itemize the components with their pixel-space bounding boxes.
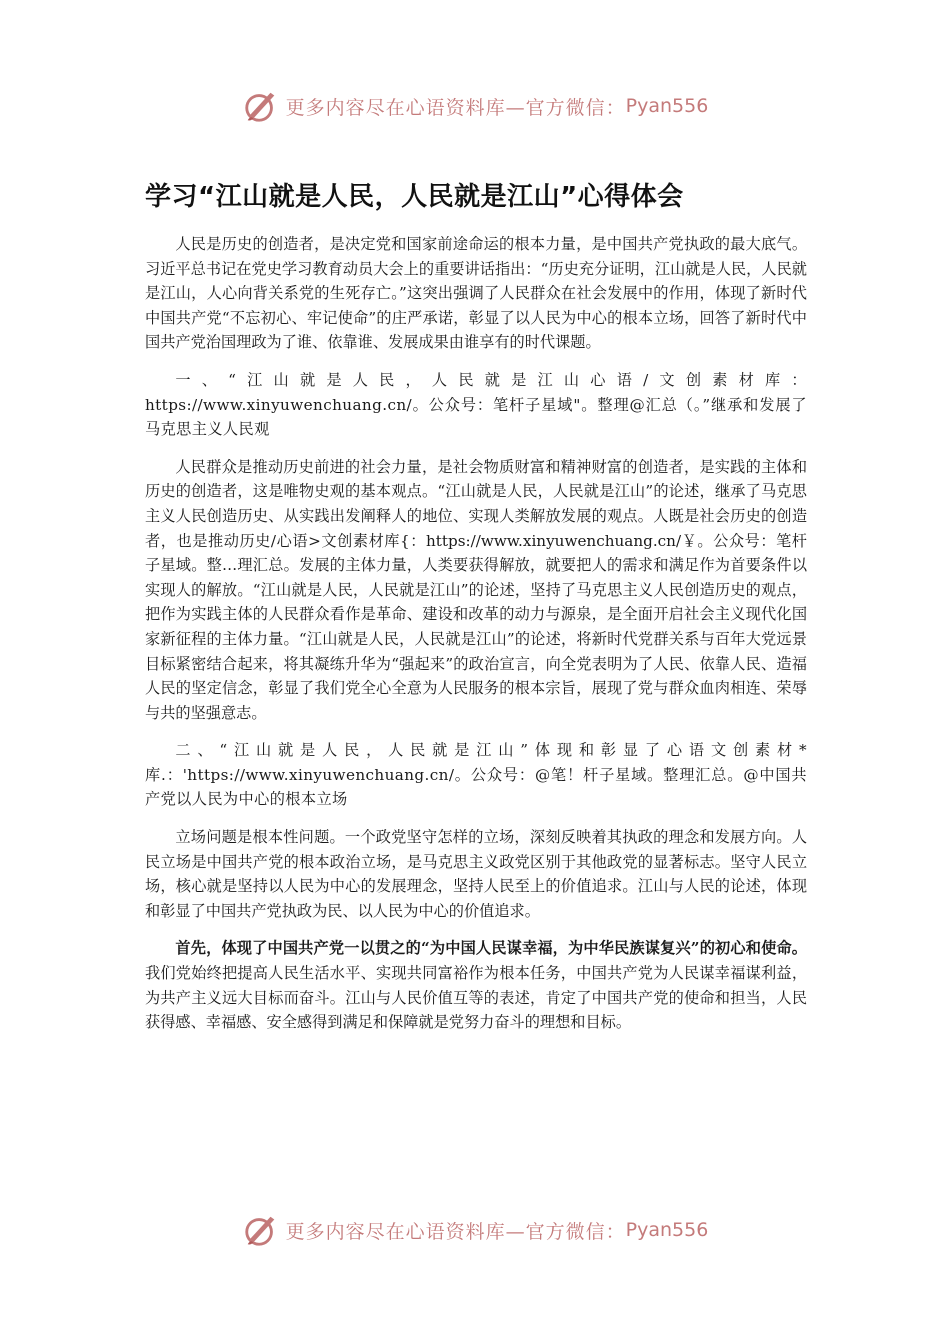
page-title: 学习“江山就是人民，人民就是江山”心得体会 xyxy=(145,182,684,212)
paragraph: 立场问题是根本性问题。一个政党坚守怎样的立场，深刻反映着其执政的理念和发展方向。人民立场是中国共产党的根本政治立场，是马克思主义政党区别于其他政党的显著标志。坚守人民立场，核心就是坚持以人民为中心的发展理念，坚持人民至上的价值追求。江山与人民的论述，体现和彰显了中国共产党执政为民、以人民为中心的价值追求。 xyxy=(145,828,807,920)
section-heading: 二、“江山就是人民，人民就是江山”体现和彰显了心语文创素材*库.：'https://www.xinyuwenchuang.cn/。公众号：@笔！杆子星域。整理汇总。@中国共产党以人民为中心的根本立场 xyxy=(145,741,807,809)
header-banner-id: Pyan556 xyxy=(625,95,709,117)
paragraph xyxy=(145,936,807,1034)
brush-logo-icon xyxy=(242,1211,280,1249)
brush-logo-icon xyxy=(242,87,280,125)
header-banner-text: 更多内容尽在心语资料库—官方微信： xyxy=(285,96,626,119)
article-body xyxy=(145,232,807,1048)
header-banner xyxy=(0,86,950,126)
section-heading: 一、“江山就是人民，人民就是江山心语/文创素材库：https://www.xinyuwenchuang.cn/。公众号：笔杆子星域"。整理@汇总（。”继承和发展了马克思主义人民观 xyxy=(145,370,807,439)
footer-banner xyxy=(0,1210,950,1250)
paragraph-rest: 我们党始终把提高人民生活水平、实现共同富裕作为根本任务，中国共产党为人民谋幸福谋利益，为共产主义远大目标而奋斗。江山与人民价值互等的表述，肯定了中国共产党的使命和担当，人民获得感、幸福感、安全感得到满足和保障就是党努力奋斗的理想和目标。 xyxy=(145,964,807,1032)
footer-banner-text: 更多内容尽在心语资料库—官方微信： xyxy=(285,1220,626,1243)
footer-banner-id: Pyan556 xyxy=(625,1219,709,1241)
paragraph: 人民群众是推动历史前进的社会力量，是社会物质财富和精神财富的创造者，是实践的主体和历史的创造者，这是唯物史观的基本观点。“江山就是人民，人民就是江山”的论述，继承了马克思主义人民创造历史、从实践出发阐释人的地位、实现人类解放发展的观点。人既是社会历史的创造者，也是推动历史/心语>文创素材库{：https://www.xinyuwenchuang.cn/￥。公众号：笔杆子星域。整…理汇总。发展的主体力量，人类要获得解放，就要把人的需求和满足作为首要条件以实现人的解放。“江山就是人民，人民就是江山”的论述，坚持了马克思主义人民创造历史的观点，把作为实践主体的人民群众看作是革命、建设和改革的动力与源泉，是全面开启社会主义现代化国家新征程的主体力量。“江山就是人民，人民就是江山”的论述，将新时代党群关系与百年大党远景目标紧密结合起来，将其凝练升华为“强起来”的政治宣言，向全党表明为了人民、依靠人民、造福人民的坚定信念，彰显了我们党全心全意为人民服务的根本宗旨，展现了党与群众血肉相连、荣辱与共的坚强意志。 xyxy=(145,457,807,722)
paragraph-lead-bold: 首先，体现了中国共产党一以贯之的“为中国人民谋幸福，为中华民族谋复兴”的初心和使命。 xyxy=(175,939,807,958)
paragraph: 人民是历史的创造者，是决定党和国家前途命运的根本力量，是中国共产党执政的最大底气。习近平总书记在党史学习教育动员大会上的重要讲话指出：“历史充分证明，江山就是人民，人民就是江山，人心向背关系党的生死存亡。”这突出强调了人民群众在社会发展中的作用，体现了新时代中国共产党“不忘初心、牢记使命”的庄严承诺，彰显了以人民为中心的根本立场，回答了新时代中国共产党治国理政为了谁、依靠谁、发展成果由谁享有的时代课题。 xyxy=(145,235,807,352)
